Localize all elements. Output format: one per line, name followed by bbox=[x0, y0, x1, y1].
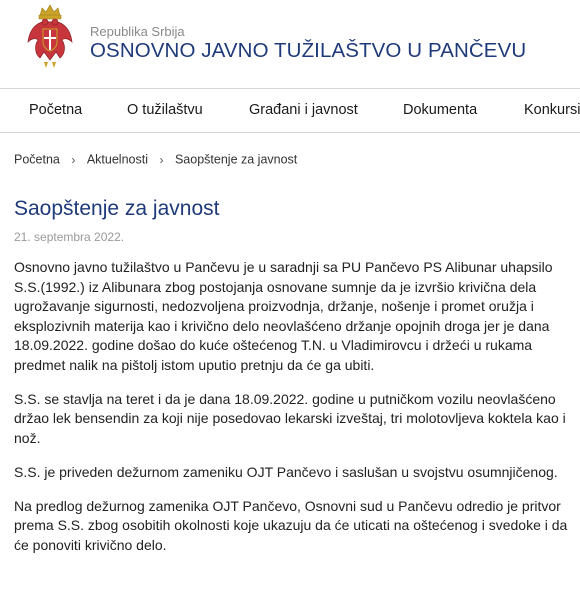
nav-item-pocetna[interactable]: Početna bbox=[29, 102, 83, 118]
nav-item-gradjani-i-javnost[interactable]: Građani i javnost bbox=[249, 102, 358, 118]
article-body bbox=[14, 258, 570, 570]
breadcrumb-item-pocetna[interactable]: Početna bbox=[14, 152, 60, 167]
breadcrumb bbox=[14, 152, 297, 167]
breadcrumb-item-current: Saopštenje za javnost bbox=[174, 152, 298, 167]
serbia-coat-of-arms-icon[interactable] bbox=[26, 2, 74, 72]
article-date: 21. septembra 2022. bbox=[14, 230, 125, 244]
nav-item-o-tuzilastvu[interactable]: O tužilaštvu bbox=[127, 102, 203, 118]
article-paragraph: Na predlog dežurnog zamenika OJT Pančevo, Osnovni sud u Pančevu odredio je pritvor prema S.S. zbog osobitih okolnosti koje ukazuju da će uticati na oštećenog i svedoke i da će ponoviti krivično delo. bbox=[14, 497, 568, 553]
article-paragraph: S.S. se stavlja na teret i da je dana 18.09.2022. godine u putničkom vozilu neovlašćeno držao lek bensendin za koji nije posedovao lekarski izveštaj, tri molotovljeva koktela kao i nož. bbox=[14, 390, 566, 446]
article-title: Saopštenje za javnost bbox=[14, 197, 220, 220]
org-title[interactable]: OSNOVNO JAVNO TUŽILAŠTVO U PANČEVU bbox=[90, 39, 527, 62]
chevron-right-icon: › bbox=[159, 152, 164, 167]
org-subtitle: Republika Srbija bbox=[90, 24, 185, 39]
article-paragraph: S.S. je priveden dežurnom zameniku OJT Pančevo i saslušan u svojstvu osumnjičenog. bbox=[14, 463, 558, 480]
breadcrumb-item-aktuelnosti[interactable]: Aktuelnosti bbox=[86, 152, 148, 167]
nav-item-konkursi[interactable]: Konkursi bbox=[524, 102, 580, 118]
nav-item-dokumenta[interactable]: Dokumenta bbox=[403, 102, 478, 118]
article-paragraph: Osnovno javno tužilaštvo u Pančevu je u saradnji sa PU Pančevo PS Alibunar uhapsilo S.S.(1992.) iz Alibunara zbog postojanja osnovane sumnje da je izvršio krivična dela ugrožavanje sigurnosti, nedozvoljena proizvodnja, držanje, nošenje i promet oružja i eksplozivnih materija kao i krivično delo neovlašćeno držanje opojnih droga jer je dana 18.09.2022. godine došao do kuće oštećenog T.N. u Vladimirovcu i držeći u rukama predmet nalik na pištolj istom uputio pretnju da će ga ubiti. bbox=[14, 259, 553, 373]
main-nav bbox=[0, 88, 580, 133]
chevron-right-icon: › bbox=[71, 152, 76, 167]
site-header bbox=[0, 0, 580, 88]
